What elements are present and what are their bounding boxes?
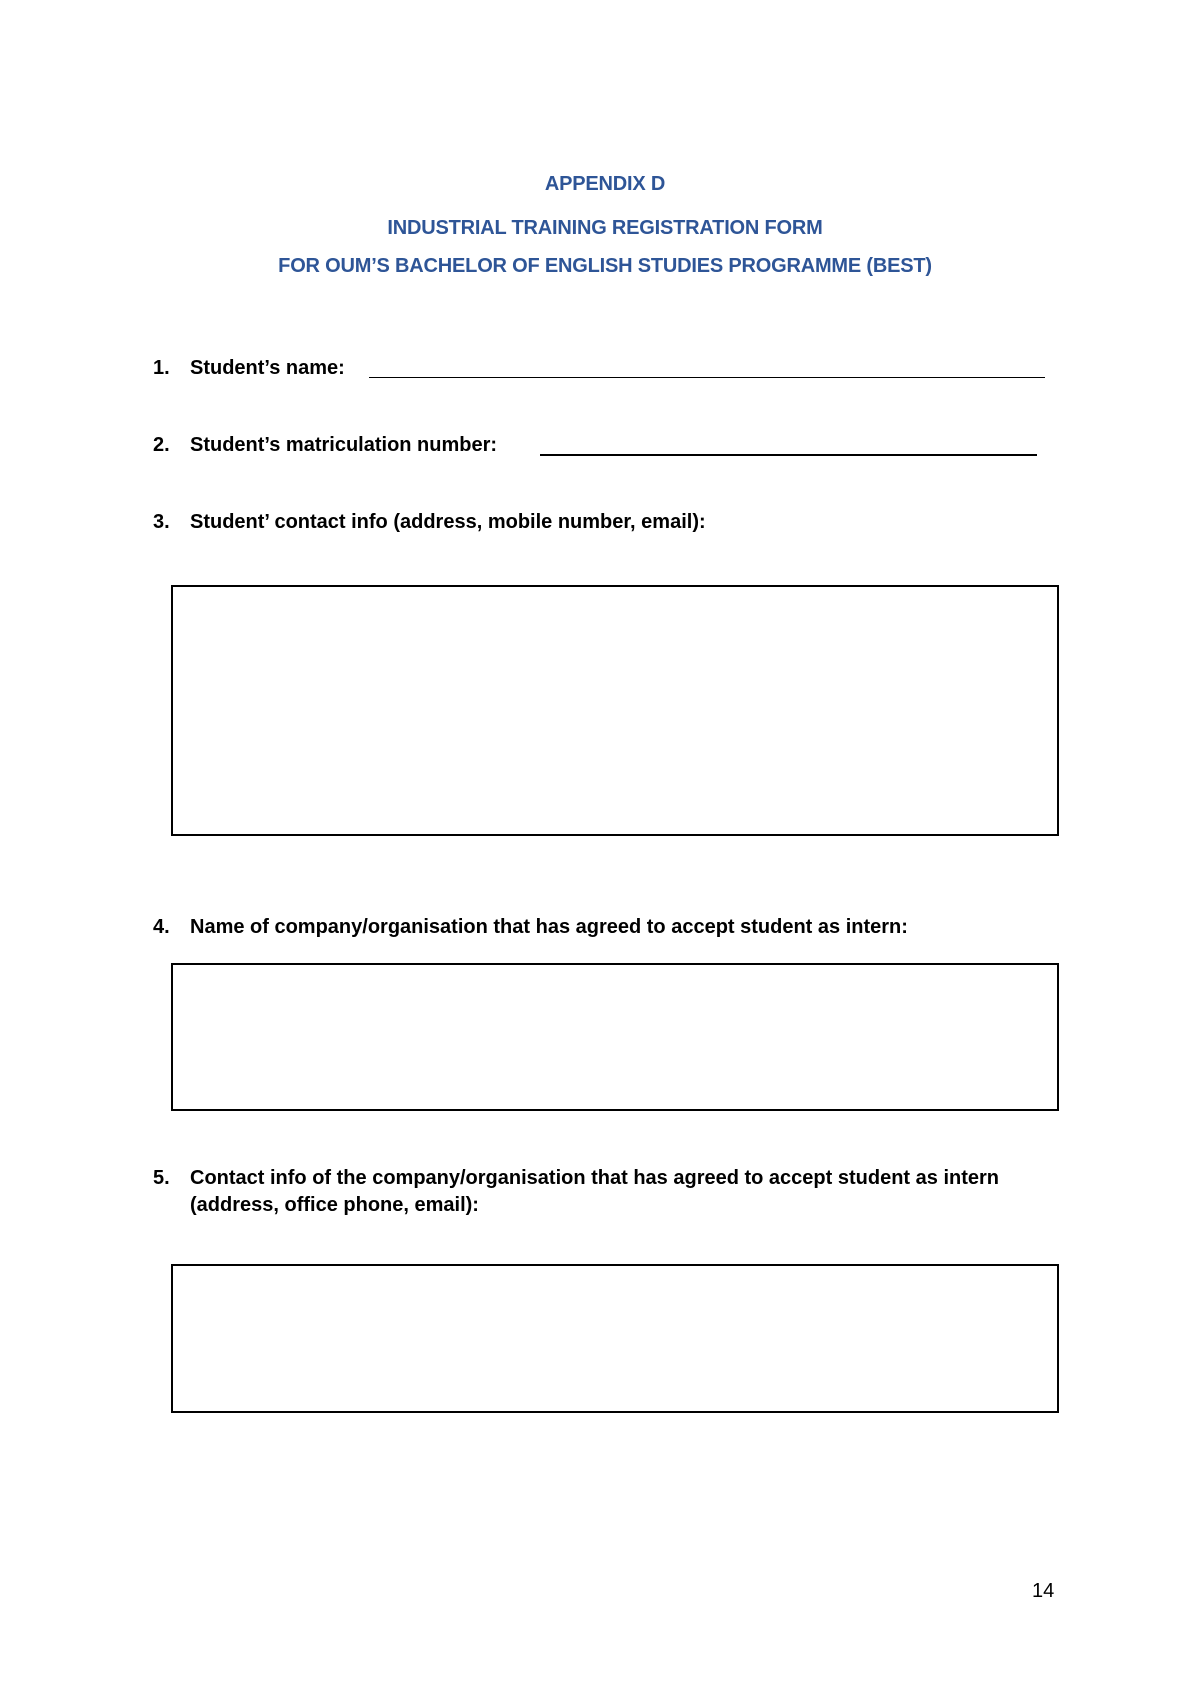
question-matriculation-number (153, 432, 1053, 462)
question-company-name (153, 914, 1053, 944)
matriculation-number-field[interactable] (540, 454, 1037, 456)
form-title: INDUSTRIAL TRAINING REGISTRATION FORM (387, 217, 823, 239)
question-number: 4. (153, 916, 170, 938)
question-label: Student’s name: (190, 357, 345, 379)
company-contact-box[interactable] (171, 1264, 1059, 1413)
student-contact-box[interactable] (171, 585, 1059, 836)
student-name-field[interactable] (369, 377, 1045, 378)
appendix-label: APPENDIX D (544, 173, 666, 195)
question-number: 5. (153, 1167, 170, 1189)
question-label: Name of company/organisation that has agreed to accept student as intern: (190, 916, 908, 938)
question-number: 2. (153, 434, 170, 456)
question-number: 1. (153, 357, 170, 379)
question-student-contact (153, 509, 1053, 539)
question-number: 3. (153, 511, 170, 533)
question-label: Student’s matriculation number: (190, 434, 498, 456)
question-student-name (153, 355, 1053, 385)
programme-subtitle: FOR OUM’S BACHELOR OF ENGLISH STUDIES PROGRAMME (BEST) (278, 255, 932, 277)
company-name-box[interactable] (171, 963, 1059, 1111)
question-company-contact (153, 1165, 1053, 1221)
question-label: Contact info of the company/organisation that has agreed to accept student as intern (address, office phone, email): (190, 1167, 999, 1216)
question-label: Student’ contact info (address, mobile number, email): (190, 511, 706, 533)
page-number: 14 (1032, 1580, 1055, 1602)
